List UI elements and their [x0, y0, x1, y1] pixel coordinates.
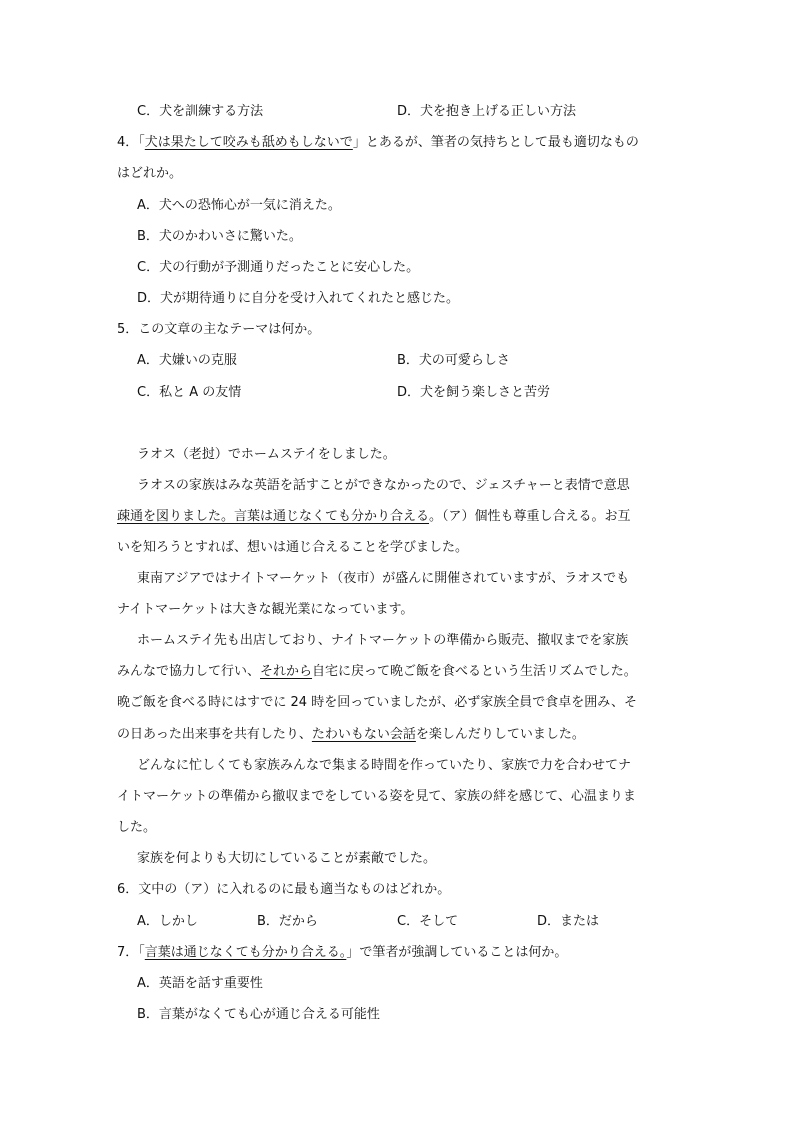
q3-option-c[interactable]: C．犬を訓練する方法: [137, 104, 264, 119]
passage-line-13: した。: [117, 820, 157, 835]
q7-open-bracket: 「: [138, 945, 145, 960]
q7-close-bracket: 」: [346, 945, 360, 960]
passage-line-14: 家族を何よりも大切にしていることが素敵でした。: [137, 851, 437, 866]
q3-option-d[interactable]: D．犬を抱き上げる正しい方法: [397, 104, 577, 119]
q7-question: [117, 944, 567, 962]
q5-option-b[interactable]: B．犬の可愛らしさ: [397, 353, 510, 368]
q4-question-line2: はどれか。: [117, 166, 183, 181]
passage-underlined-phrase-2: それから: [260, 664, 313, 679]
passage-line-8-end: 自宅に戻って晩ご飯を食べるという生活リズムでした。: [312, 664, 637, 679]
passage-line-5: 東南アジアではナイトマーケット（夜市）が盛んに開催されていますが、ラオスでも: [137, 571, 630, 586]
q5-question: 5．この文章の主なテーマは何か。: [117, 322, 321, 337]
passage-underlined-phrase-3: たわいもない会話: [311, 727, 416, 742]
q5-option-a[interactable]: A．犬嫌いの克服: [137, 353, 237, 368]
passage-line-10: [117, 726, 585, 744]
q6-option-c[interactable]: C．そして: [397, 914, 459, 929]
q4-question: [117, 134, 639, 152]
passage-line-9: 晩ご飯を食べる時にはすでに 24 時を回っていましたが、必ず家族全員で食卓を囲み、そ: [117, 695, 637, 710]
q7-option-b[interactable]: B．言葉がなくても心が通じ合える可能性: [137, 1007, 380, 1022]
q4-number: 4．: [117, 135, 139, 150]
passage-line-1: ラオス（老挝）でホームステイをしました。: [137, 447, 396, 462]
passage-line-10-end: を楽しんだりしていました。: [415, 727, 585, 742]
q4-close-bracket: 」: [352, 135, 366, 150]
passage-line-6: ナイトマーケットは大きな観光業になっています。: [117, 602, 414, 617]
passage-line-4: いを知ろうとすれば、想いは通じ合えることを学びました。: [117, 540, 469, 555]
q5-option-d[interactable]: D．犬を飼う楽しさと苦労: [397, 385, 551, 400]
passage-line-2: ラオスの家族はみな英語を話すことができなかったので、ジェスチャーと表情で意思: [137, 478, 630, 493]
q6-option-b[interactable]: B．だから: [257, 914, 318, 929]
q5-option-c[interactable]: C．私と A の友情: [137, 385, 242, 400]
passage-line-11: どんなに忙しくても家族みんなで集まる時間を作っていたり、家族で力を合わせてナ: [137, 758, 632, 773]
q4-option-c[interactable]: C．犬の行動が予測通りだったことに安心した。: [137, 260, 420, 275]
passage-line-7: ホームステイ先も出店しており、ナイトマーケットの準備から販売、撤収までを家族: [137, 633, 629, 648]
passage-line-12: イトマーケットの準備から撤収までをしている姿を見て、家族の絆を感じて、心温まりま: [117, 789, 636, 804]
passage-underlined-phrase-1: 言葉は通じなくても分かり合える: [234, 509, 430, 524]
q4-question-rest: とあるが、筆者の気持ちとして最も適切なもの: [365, 135, 639, 150]
q7-number: 7．: [117, 945, 139, 960]
q4-open-bracket: 「: [138, 135, 145, 150]
passage-line-8-start: みんなで協力して行い、: [117, 664, 261, 679]
q7-option-a[interactable]: A．英語を話す重要性: [137, 976, 263, 991]
passage-line-8: [117, 663, 637, 681]
q7-quoted-phrase: 言葉は通じなくても分かり合える。: [144, 945, 347, 960]
q6-option-d[interactable]: D．または: [537, 914, 600, 929]
q4-option-b[interactable]: B．犬のかわいさに驚いた。: [137, 229, 302, 244]
passage-line-10-start: の日あった出来事を共有したり、: [117, 727, 312, 742]
q4-option-d[interactable]: D．犬が期待通りに自分を受け入れてくれたと感じた。: [137, 291, 460, 306]
q6-question: 6．文中の（ア）に入れるのに最も適当なものはどれか。: [117, 882, 451, 897]
q4-quoted-phrase: 犬は果たして咬みも舐めもしないで: [144, 135, 353, 150]
q4-option-a[interactable]: A．犬への恐怖心が一気に消えた。: [137, 198, 341, 213]
q7-question-rest: で筆者が強調していることは何か。: [359, 945, 568, 960]
passage-line-3-start: 疎通を図りました。: [117, 509, 235, 524]
passage-line-3-end: 。（ア）個性も尊重し合える。お互: [429, 509, 631, 524]
passage-line-3: [117, 508, 631, 526]
q6-option-a[interactable]: A．しかし: [137, 914, 198, 929]
